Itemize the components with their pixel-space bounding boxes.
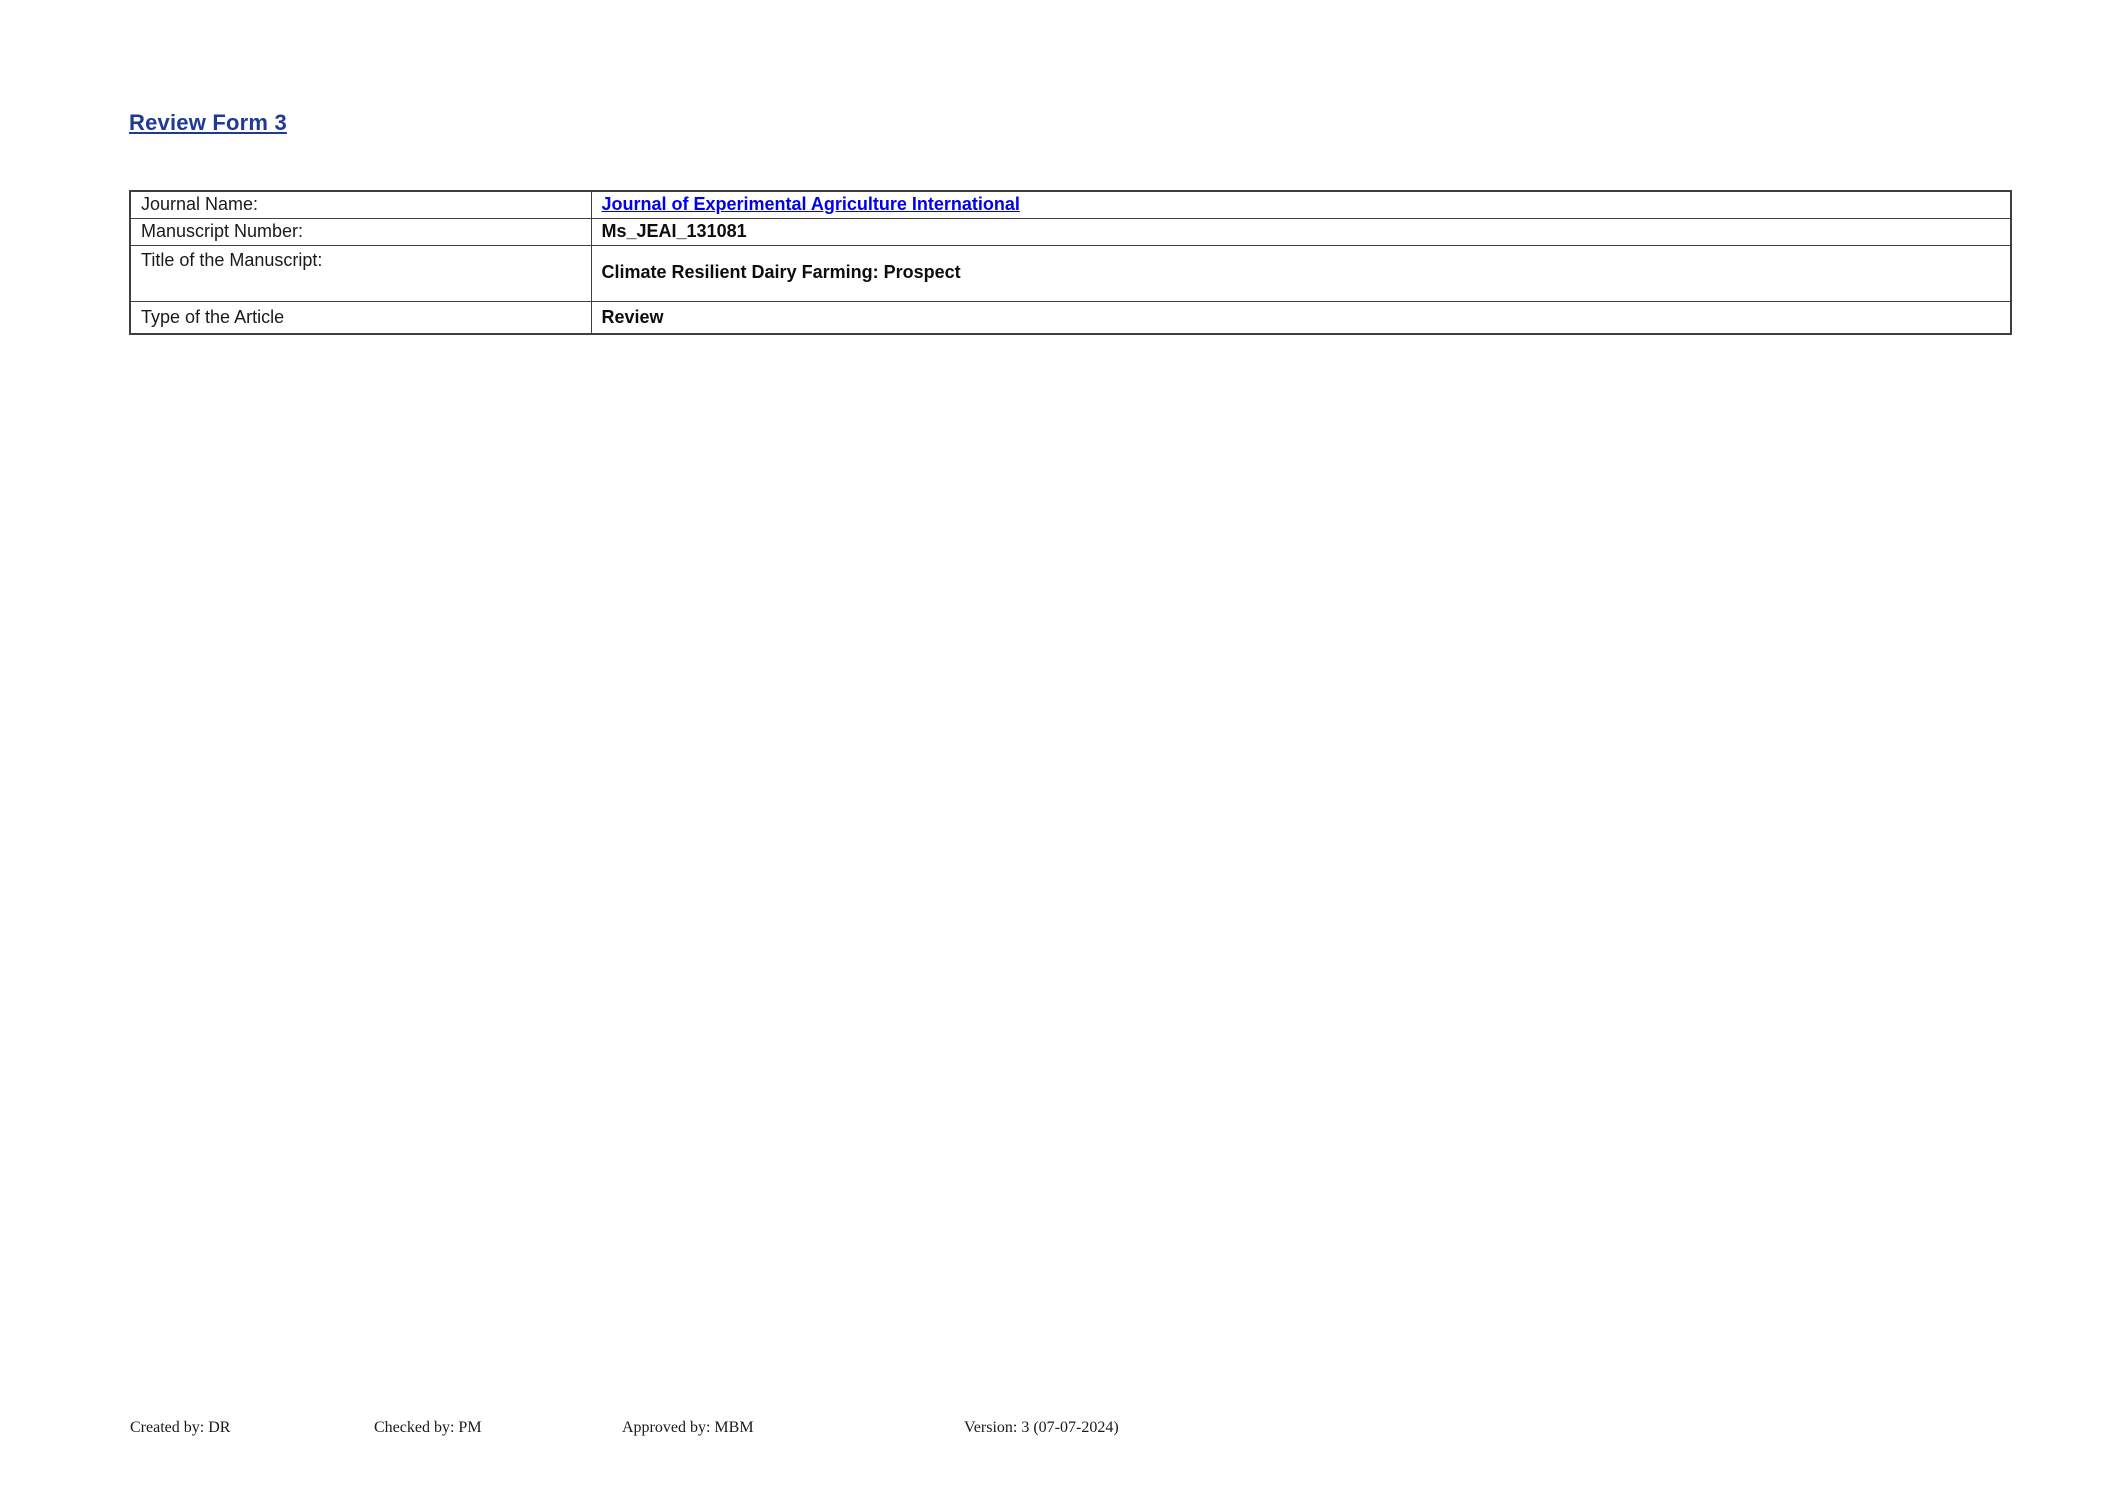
journal-name-label: Journal Name: xyxy=(130,191,591,218)
footer-created-by: Created by: DR xyxy=(130,1419,231,1436)
article-type-label: Type of the Article xyxy=(130,301,591,334)
page-title: Review Form 3 xyxy=(129,110,287,135)
table-row-journal-name xyxy=(130,191,2011,218)
manuscript-title-label: Title of the Manuscript: xyxy=(130,245,591,301)
footer xyxy=(0,1419,2117,1449)
manuscript-number-label: Manuscript Number: xyxy=(130,218,591,245)
table-row-manuscript-number xyxy=(130,218,2011,245)
article-type-value: Review xyxy=(591,301,2011,334)
footer-version: Version: 3 (07-07-2024) xyxy=(964,1419,1119,1436)
table-row-article-type xyxy=(130,301,2011,334)
manuscript-title-value: Climate Resilient Dairy Farming: Prospect xyxy=(591,245,2011,301)
journal-name-value-cell xyxy=(591,191,2011,218)
table-row-manuscript-title xyxy=(130,245,2011,301)
manuscript-info-table xyxy=(129,190,2012,335)
footer-checked-by: Checked by: PM xyxy=(374,1419,482,1436)
manuscript-number-value: Ms_JEAI_131081 xyxy=(591,218,2011,245)
footer-approved-by: Approved by: MBM xyxy=(622,1419,754,1436)
journal-name-link[interactable]: Journal of Experimental Agriculture International xyxy=(601,194,1020,214)
